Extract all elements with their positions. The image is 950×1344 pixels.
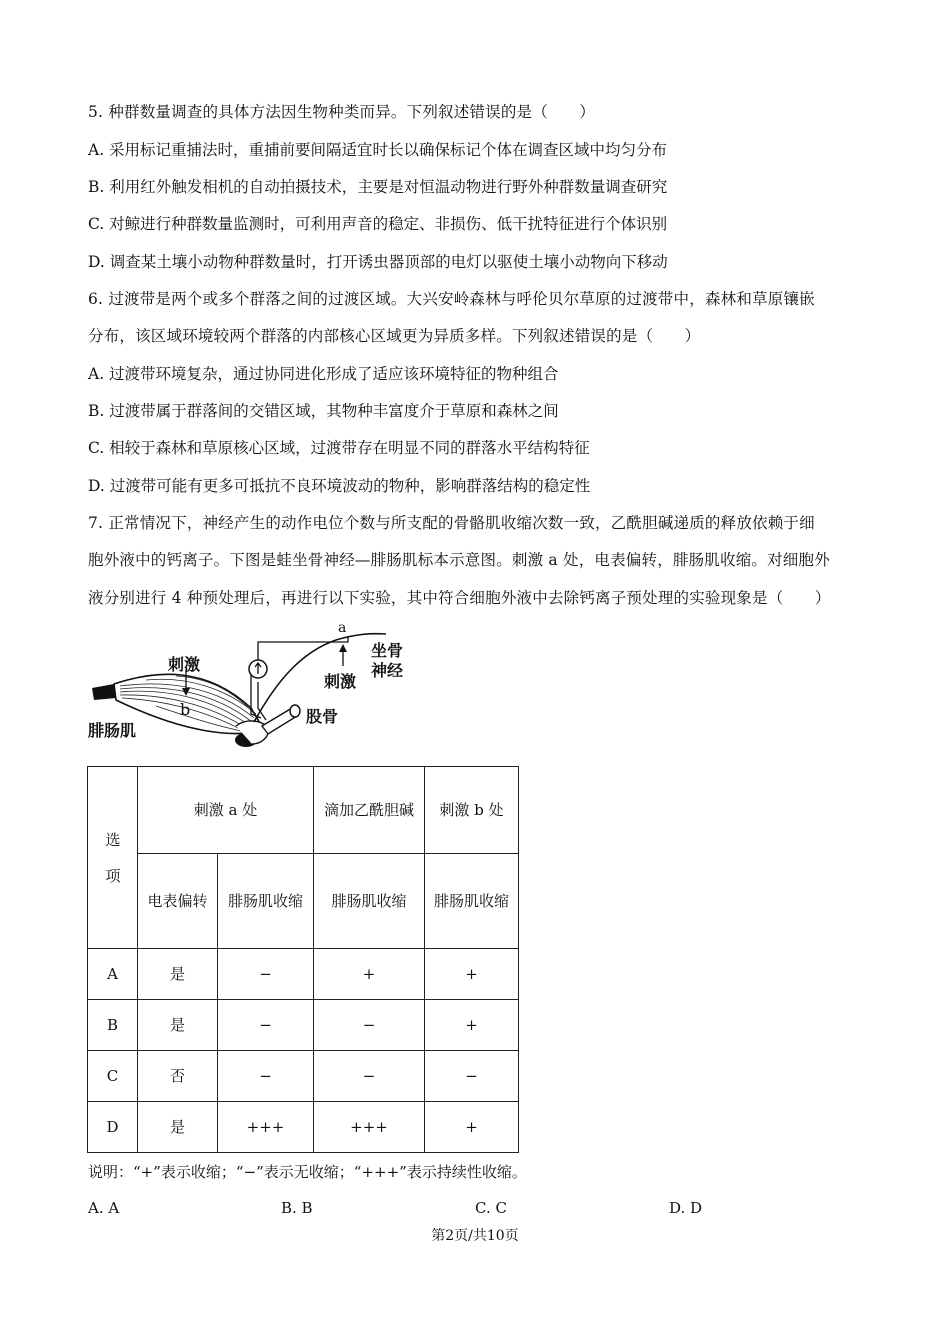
point-b-label: b: [180, 700, 191, 719]
experiment-table: [87, 766, 519, 1153]
cell-contraction-b: −: [425, 1051, 519, 1102]
header-stimulus-a: 刺激 a 处: [138, 767, 314, 854]
q5-option-a: A. 采用标记重捕法时，重捕前要间隔适宜时长以确保标记个体在调查区域中均匀分布: [88, 141, 668, 159]
table-header-row-2: [88, 854, 519, 949]
table-row: [88, 949, 519, 1000]
header-stimulus-b: 刺激 b 处: [425, 767, 519, 854]
point-a-label: a: [338, 620, 347, 636]
q7-stem-line-3: 液分别进行 4 种预处理后，再进行以下实验，其中符合细胞外液中去除钙离子预处理的实验现象是（ ）: [88, 589, 831, 607]
cell-contraction-a: −: [218, 949, 314, 1000]
q6-stem-line-1: 6. 过渡带是两个或多个群落之间的过渡区域。大兴安岭森林与呼伦贝尔草原的过渡带中，森林和草原镶嵌: [88, 290, 815, 308]
q6-option-b: B. 过渡带属于群落间的交错区域，其物种丰富度介于草原和森林之间: [88, 402, 559, 420]
answer-option-d: D. D: [669, 1199, 703, 1217]
q5-option-c: C. 对鲸进行种群数量监测时，可利用声音的稳定、非损伤、低干扰特征进行个体识别: [88, 215, 668, 233]
page-footer: 第2页/共10页: [431, 1228, 519, 1244]
header-deflection: 电表偏转: [138, 854, 218, 949]
q5-stem: 5. 种群数量调查的具体方法因生物种类而异。下列叙述错误的是（ ）: [88, 103, 596, 121]
cell-contraction-b: +: [425, 949, 519, 1000]
table-row: [88, 1051, 519, 1102]
header-contraction-b: 腓肠肌收缩: [425, 854, 519, 949]
answer-option-b: B. B: [281, 1199, 313, 1217]
table-row: [88, 1102, 519, 1153]
q6-stem-line-2: 分布，该区域环境较两个群落的内部核心区域更为异质多样。下列叙述错误的是（ ）: [88, 327, 701, 345]
q7-stem-line-1: 7. 正常情况下，神经产生的动作电位个数与所支配的骨骼肌收缩次数一致，乙酰胆碱递质的释放依赖于细: [88, 514, 815, 532]
cell-option: C: [88, 1051, 138, 1102]
cell-contraction-ach: −: [314, 1051, 425, 1102]
cell-contraction-ach: +: [314, 949, 425, 1000]
cell-deflection: 是: [138, 949, 218, 1000]
cell-option: D: [88, 1102, 138, 1153]
cell-deflection: 是: [138, 1102, 218, 1153]
header-contraction-a: 腓肠肌收缩: [218, 854, 314, 949]
q6-option-a: A. 过渡带环境复杂，通过协同进化形成了适应该环境特征的物种组合: [88, 365, 559, 383]
cell-option: B: [88, 1000, 138, 1051]
answer-option-c: C. C: [475, 1199, 507, 1217]
cell-contraction-b: +: [425, 1000, 519, 1051]
header-option: 选项: [88, 767, 138, 949]
femur-label: 股骨: [306, 707, 339, 726]
tendon-shape: [92, 684, 116, 700]
cell-contraction-a: −: [218, 1051, 314, 1102]
cell-contraction-b: +: [425, 1102, 519, 1153]
q5-option-d: D. 调查某土壤小动物种群数量时，打开诱虫器顶部的电灯以驱使土壤小动物向下移动: [88, 253, 668, 271]
muscle-label: 腓肠肌: [88, 721, 137, 740]
q7-stem-line-2: 胞外液中的钙离子。下图是蛙坐骨神经—腓肠肌标本示意图。刺激 a 处，电表偏转，腓肠肌收缩。对细胞外: [88, 551, 830, 569]
table-note: 说明：“+”表示收缩；“−”表示无收缩；“+++”表示持续性收缩。: [88, 1163, 527, 1181]
stimulus-b-label: 刺激: [168, 655, 201, 674]
nerve-muscle-diagram: [86, 622, 426, 758]
sciatic-nerve-label-1: 坐骨: [371, 641, 404, 660]
cell-option: A: [88, 949, 138, 1000]
cell-contraction-a: −: [218, 1000, 314, 1051]
header-contraction-ach: 腓肠肌收缩: [314, 854, 425, 949]
q6-option-c: C. 相较于森林和草原核心区域，过渡带存在明显不同的群落水平结构特征: [88, 439, 590, 457]
table-row: [88, 1000, 519, 1051]
sciatic-nerve-label-2: 神经: [371, 661, 404, 680]
stimulus-a-label: 刺激: [324, 672, 357, 691]
header-ach: 滴加乙酰胆碱: [314, 767, 425, 854]
q5-option-b: B. 利用红外触发相机的自动拍摄技术，主要是对恒温动物进行野外种群数量调查研究: [88, 178, 668, 196]
table-header-row-1: [88, 767, 519, 854]
q6-option-d: D. 过渡带可能有更多可抵抗不良环境波动的物种，影响群落结构的稳定性: [88, 477, 591, 495]
cell-contraction-ach: +++: [314, 1102, 425, 1153]
cell-deflection: 是: [138, 1000, 218, 1051]
cell-contraction-ach: −: [314, 1000, 425, 1051]
answer-option-a: A. A: [88, 1199, 120, 1217]
cell-contraction-a: +++: [218, 1102, 314, 1153]
cell-deflection: 否: [138, 1051, 218, 1102]
